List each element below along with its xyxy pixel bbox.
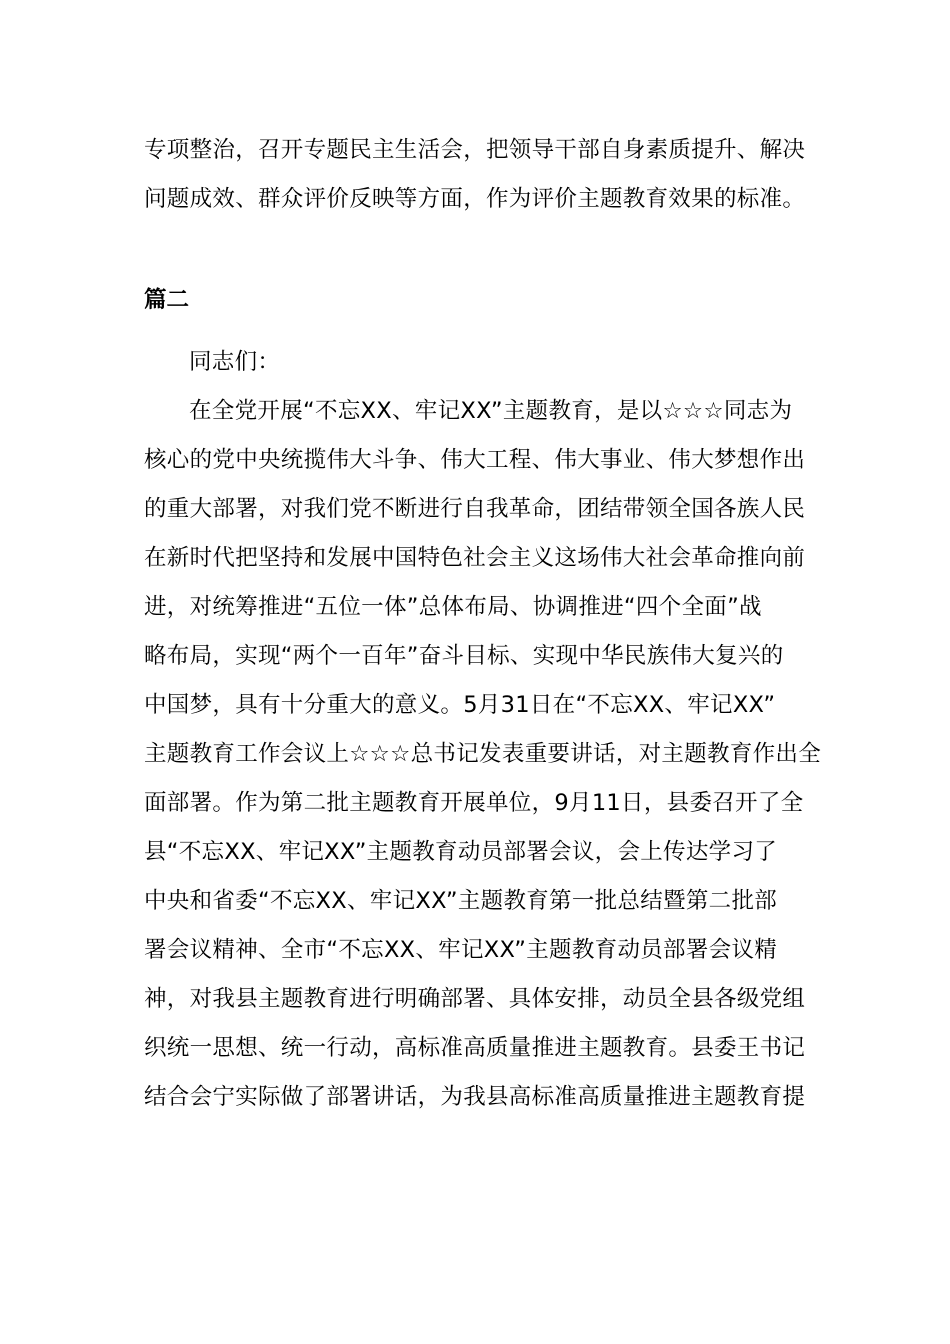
paragraph-line: 在全党开展“不忘XX、牢记XX”主题教育，是以☆☆☆同志为: [189, 398, 793, 424]
paragraph-line: 问题成效、群众评价反映等方面，作为评价主题教育效果的标准。: [144, 186, 806, 212]
paragraph-line: 神，对我县主题教育进行明确部署、具体安排，动员全县各级党组: [144, 986, 806, 1012]
paragraph-line: 的重大部署，对我们党不断进行自我革命，团结带领全国各族人民: [144, 496, 806, 522]
paragraph-line: 署会议精神、全市“不忘XX、牢记XX”主题教育动员部署会议精: [144, 937, 778, 963]
paragraph-line: 面部署。作为第二批主题教育开展单位，9月11日，县委召开了全: [144, 790, 804, 816]
paragraph-line: 专项整治，召开专题民主生活会，把领导干部自身素质提升、解决: [144, 137, 806, 163]
main-paragraph: [144, 338, 822, 1122]
paragraph-line: 略布局，实现“两个一百年”奋斗目标、实现中华民族伟大复兴的: [144, 643, 784, 669]
paragraph-line: 结合会宁实际做了部署讲话，为我县高标准高质量推进主题教育提: [144, 1084, 806, 1110]
paragraph-line: 在新时代把坚持和发展中国特色社会主义这场伟大社会革命推向前: [144, 545, 806, 571]
paragraph-line: 主题教育工作会议上☆☆☆总书记发表重要讲话，对主题教育作出全: [144, 741, 822, 767]
paragraph-line: 织统一思想、统一行动，高标准高质量推进主题教育。县委王书记: [144, 1035, 806, 1061]
salutation: 同志们：: [189, 349, 281, 375]
intro-paragraph: [144, 126, 806, 224]
paragraph-line: 进，对统筹推进“五位一体”总体布局、协调推进“四个全面”战: [144, 594, 762, 620]
paragraph-line: 中国梦，具有十分重大的意义。5月31日在“不忘XX、牢记XX”: [144, 692, 776, 718]
paragraph-line: 核心的党中央统揽伟大斗争、伟大工程、伟大事业、伟大梦想作出: [144, 447, 806, 473]
paragraph-line: 县“不忘XX、牢记XX”主题教育动员部署会议，会上传达学习了: [144, 839, 778, 865]
paragraph-line: 中央和省委“不忘XX、牢记XX”主题教育第一批总结暨第二批部: [144, 888, 778, 914]
section-heading: 篇二: [144, 287, 190, 313]
